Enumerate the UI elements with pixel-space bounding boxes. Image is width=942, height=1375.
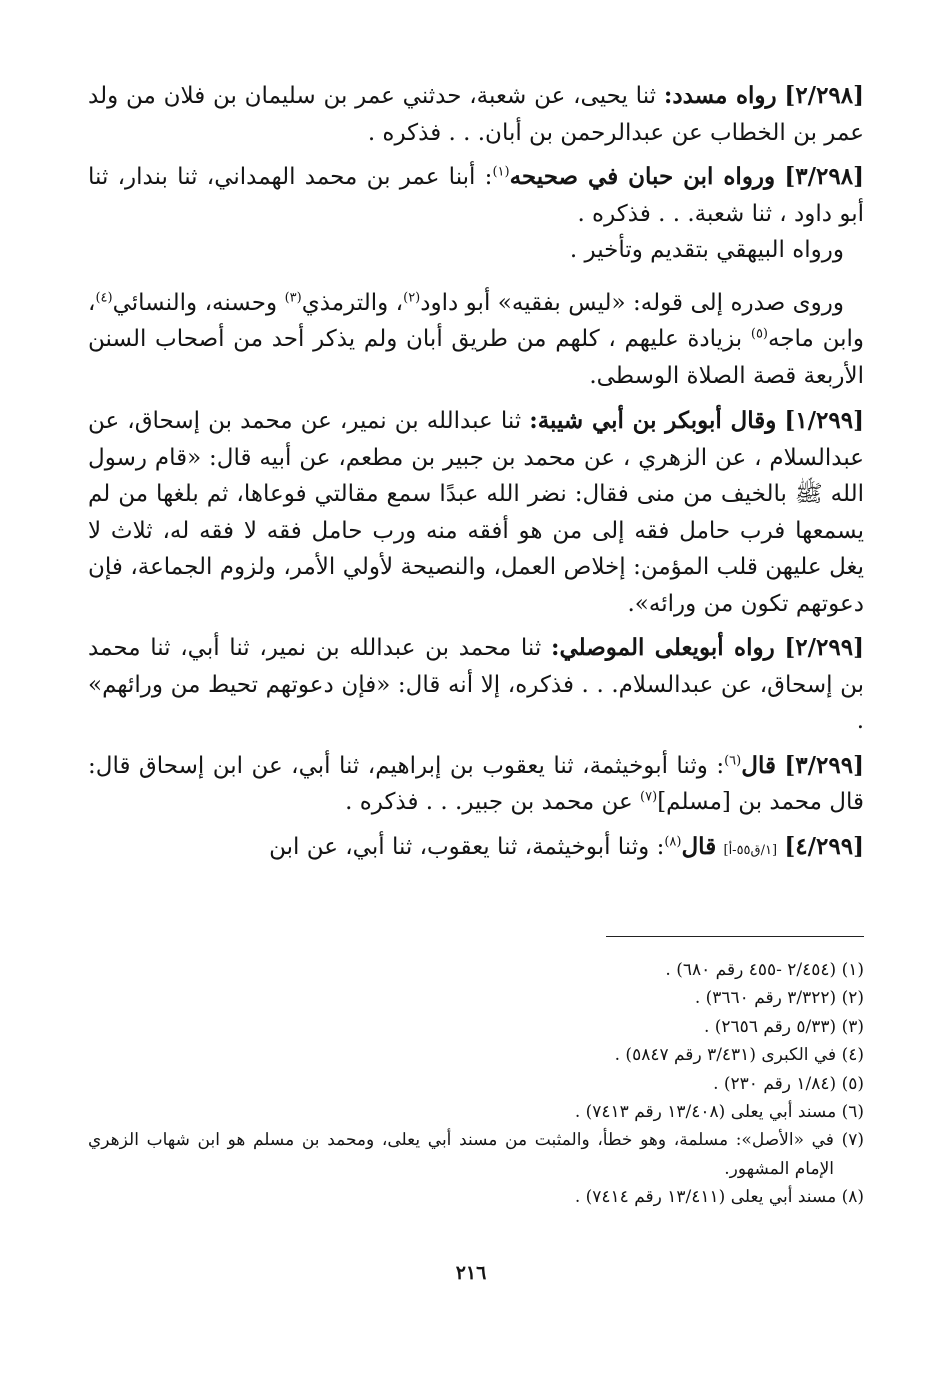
text-segment: وحسنه، والنسائي [112,289,285,316]
footnote-2: (٢) (٣/٣٢٢ رقم ٣٦٦٠) . [694,988,864,1009]
paragraph-text: : وثنا أبوخيثمة، ثنا يعقوب، ثنا أبي، عن ابن [269,833,665,860]
source-lead: رواه مسدد: [663,82,777,109]
footnote-marker: (٤) [95,289,113,305]
paragraph-text: ثنا يحيى، عن شعبة، حدثني عمر بن سليمان بن فلان من ولد عمر بن الخطاب عن عبدالرحمن بن أبان. . . فذكره . [88,83,864,146]
paragraph-text: ثنا محمد بن عبدالله بن نمير، ثنا أبي، ثنا محمد بن إسحاق، عن عبدالسلام. . . فذكره، إلا أنه قال: «فإن دعوتهم تحيط من ورائهم» . [88,635,864,734]
text-segment: عن محمد بن جبير. . . فذكره . [345,789,641,815]
main-text [88,78,865,1208]
footnote-1: (١) (٢/٤٥٤ -٤٥٥ رقم ٦٨٠) . [665,960,864,980]
hadith-ref: [١/٢٩٩] [784,407,865,434]
footnote-5: (٥) (١/٨٤ رقم ٢٣٠) . [713,1073,864,1094]
paragraph-text: ورواه البيهقي بتقديم وتأخير . [569,237,844,263]
source-lead: وقال أبوبكر بن أبي شيبة: [529,407,777,434]
page-number: ٢١٦ [455,1262,487,1284]
footnote-marker: (٨) [664,833,682,849]
footnote-marker: (٦) [724,752,742,768]
footnote-6: (٦) مسند أبي يعلى (١٣/٤٠٨ رقم ٧٤١٣) . [574,1102,864,1123]
hadith-ref: [٤/٢٩٩] [784,832,864,860]
footnote-marker: (٧) [640,789,658,805]
footnote-3: (٣) (٥/٣٣ رقم ٢٦٥٦) . [703,1016,864,1037]
source-lead: قال [681,832,717,860]
source-lead: قال [741,751,776,779]
paragraph-299-4 [88,829,864,870]
footnote-separator [606,936,864,937]
paragraph-299-3 [88,748,864,821]
text-segment: وروى صدره إلى قوله: «ليس بفقيه» أبو داود [420,289,845,316]
text-segment: بزيادة عليهم ، كلهم من طريق أبان ولم يذكر أحد من أصحاب السنن الأربعة قصة الصلاة الوسطى. [88,326,864,389]
text-segment: ، وابن ماجه [88,289,864,352]
paragraph-298-2 [88,78,864,151]
source-lead: رواه أبويعلى الموصلي: [550,634,775,661]
text-segment: : وثنا أبوخيثمة، ثنا يعقوب بن إبراهيم، ثنا أبي، عن ابن إسحاق قال: قال محمد بن [مسلم] [88,752,864,815]
paragraph-298-3 [88,159,864,232]
manuscript-folio-mark: [١/ق٥٥-أ] [723,842,778,858]
paragraph-299-2 [88,630,864,740]
text-segment: ، والترمذي [301,289,404,316]
paragraph-299-1 [88,403,864,622]
footnote-7: (٧) في «الأصل»: مسلمة، وهو خطأ، والمثبت من مسند أبي يعلى، ومحمد بن مسلم هو ابن شهاب الزهري الإمام المشهور. [88,1130,864,1179]
footnote-4: (٤) في الكبرى (٣/٤٣١ رقم ٥٨٤٧) . [614,1045,864,1066]
hadith-ref: [٣/٢٩٩] [784,751,865,779]
footnote-marker: (٢) [403,289,421,305]
footnote-marker: (٣) [284,289,302,305]
paragraph-text: ثنا عبدالله بن نمير، عن محمد بن إسحاق، عن عبدالسلام ، عن الزهري ، عن محمد بن جبير بن مطعم، عن أبيه قال: «قام رسول الله ﷺ بالخيف من منى فقال: نضر الله عبدًا سمع مقالتي فوعاها، ثم بلغها من لم يسمعها فرب حامل فقه إلى من هو أفقه منه ورب حامل فقه لا فقه له، ثلاث لا يغل عليهن قلب المؤمن: إخلاص العمل، والنصيحة لأولي الأمر، ولزوم الجماعة، فإن دعوتهم تكون من ورائه». [88,408,864,617]
hadith-ref: [٢/٢٩٨] [784,82,865,109]
footnote-8: (٨) مسند أبي يعلى (١٣/٤١١ رقم ٧٤١٤) . [574,1187,864,1208]
paragraph-text: : أبنا عمر بن محمد الهمداني، ثنا بندار، ثنا أبو داود ، ثنا شعبة. . . فذكره . [88,164,864,227]
hadith-ref: [٣/٢٩٨] [784,163,864,190]
paragraph-bayhaqi [88,232,864,269]
paragraph-sunan [88,285,864,395]
hadith-ref: [٢/٢٩٩] [784,634,865,661]
footnote-marker: (٥) [750,326,768,342]
source-lead: ورواه ابن حبان في صحيحه [509,163,776,190]
footnotes [88,956,864,1212]
footnote-marker: (١) [492,164,510,180]
